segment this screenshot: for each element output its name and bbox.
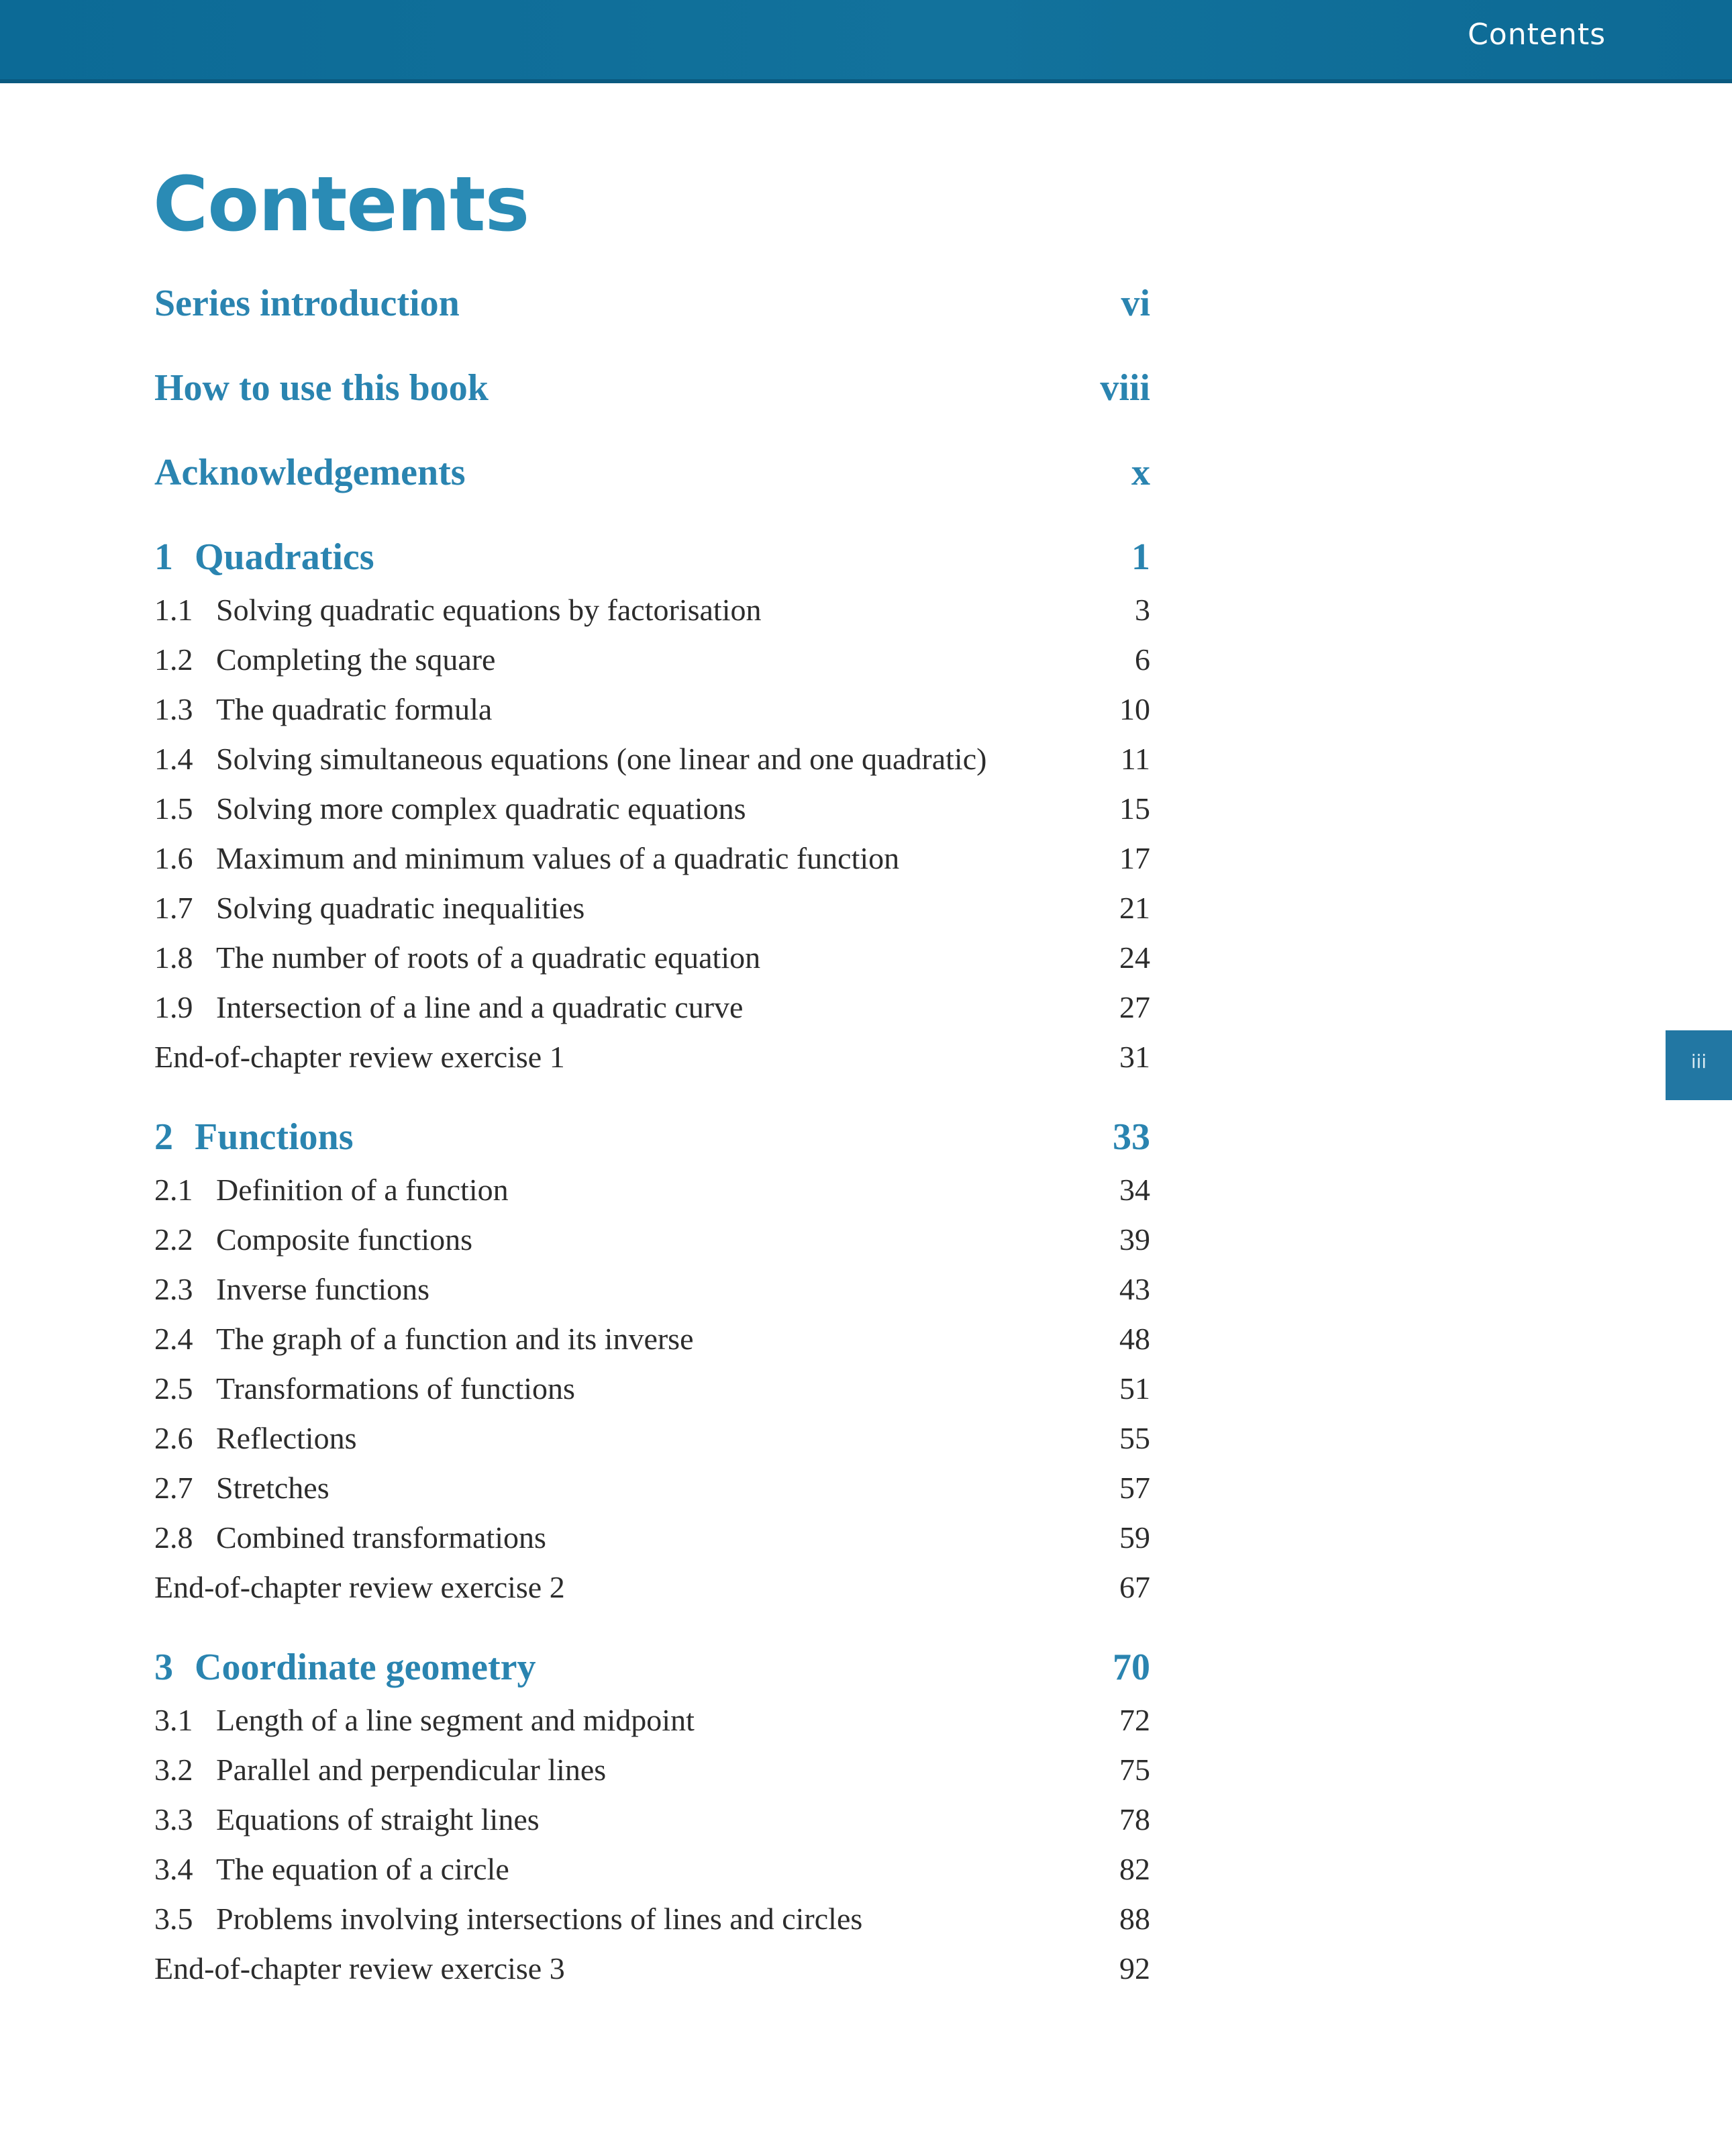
section-page: 3 bbox=[1135, 593, 1150, 627]
section-title: Maximum and minimum values of a quadratic function bbox=[216, 841, 900, 875]
entry-page: vi bbox=[1121, 283, 1150, 324]
section-page: 88 bbox=[1119, 1902, 1150, 1936]
section-number: 3.3 bbox=[154, 1802, 193, 1836]
section-page: 55 bbox=[1119, 1421, 1150, 1455]
section-page: 57 bbox=[1119, 1471, 1150, 1505]
page-title: Contents bbox=[153, 161, 529, 248]
review-label: End-of-chapter review exercise 3 bbox=[154, 1951, 565, 1986]
chapter-title: Quadratics bbox=[195, 536, 374, 578]
review-page: 67 bbox=[1119, 1570, 1150, 1604]
toc-section-1-3[interactable] bbox=[154, 691, 1150, 736]
section-page: 43 bbox=[1119, 1272, 1150, 1306]
toc-chapter-1[interactable] bbox=[154, 536, 1150, 580]
section-number: 2.6 bbox=[154, 1421, 193, 1455]
toc-section-2-1[interactable] bbox=[154, 1172, 1150, 1216]
section-title: Equations of straight lines bbox=[216, 1802, 540, 1836]
toc-section-2-6[interactable] bbox=[154, 1420, 1150, 1465]
section-title: Combined transformations bbox=[216, 1520, 546, 1555]
toc-section-2-7[interactable] bbox=[154, 1470, 1150, 1514]
section-title: Solving simultaneous equations (one linear and one quadratic) bbox=[216, 742, 987, 776]
entry-page: x bbox=[1131, 452, 1150, 493]
section-title: Transformations of functions bbox=[216, 1371, 575, 1406]
review-page: 31 bbox=[1119, 1040, 1150, 1074]
toc-entry-series-introduction[interactable] bbox=[154, 282, 1150, 326]
review-label: End-of-chapter review exercise 2 bbox=[154, 1570, 565, 1604]
section-page: 75 bbox=[1119, 1753, 1150, 1787]
entry-label: Acknowledgements bbox=[154, 452, 466, 493]
section-title: Completing the square bbox=[216, 642, 496, 677]
section-title: Intersection of a line and a quadratic curve bbox=[216, 990, 744, 1024]
review-page: 92 bbox=[1119, 1951, 1150, 1986]
entry-label: How to use this book bbox=[154, 367, 489, 409]
section-page: 27 bbox=[1119, 990, 1150, 1024]
section-number: 1.6 bbox=[154, 841, 193, 875]
toc-chapter-2[interactable] bbox=[154, 1116, 1150, 1160]
chapter-title: Coordinate geometry bbox=[195, 1647, 536, 1688]
section-page: 15 bbox=[1119, 791, 1150, 826]
section-number: 3.5 bbox=[154, 1902, 193, 1936]
toc-section-1-8[interactable] bbox=[154, 940, 1150, 984]
section-title: Inverse functions bbox=[216, 1272, 430, 1306]
review-label: End-of-chapter review exercise 1 bbox=[154, 1040, 565, 1074]
section-number: 1.5 bbox=[154, 791, 193, 826]
section-page: 82 bbox=[1119, 1852, 1150, 1886]
page-number: iii bbox=[1690, 1050, 1707, 1073]
section-number: 1.7 bbox=[154, 891, 193, 925]
chapter-page: 1 bbox=[1131, 536, 1150, 578]
toc-section-1-9[interactable] bbox=[154, 989, 1150, 1034]
section-page: 24 bbox=[1119, 940, 1150, 975]
toc-section-2-2[interactable] bbox=[154, 1222, 1150, 1266]
section-page: 17 bbox=[1119, 841, 1150, 875]
toc-section-3-2[interactable] bbox=[154, 1752, 1150, 1796]
running-head: Contents bbox=[1468, 17, 1606, 52]
section-page: 51 bbox=[1119, 1371, 1150, 1406]
section-title: Stretches bbox=[216, 1471, 329, 1505]
toc-section-2-3[interactable] bbox=[154, 1271, 1150, 1316]
chapter-page: 70 bbox=[1113, 1647, 1150, 1688]
section-page: 48 bbox=[1119, 1322, 1150, 1356]
section-page: 6 bbox=[1135, 642, 1150, 677]
toc-review-exercise-2[interactable] bbox=[154, 1569, 1150, 1614]
section-title: The equation of a circle bbox=[216, 1852, 509, 1886]
toc-section-3-4[interactable] bbox=[154, 1851, 1150, 1896]
section-number: 2.7 bbox=[154, 1471, 193, 1505]
entry-page: viii bbox=[1100, 367, 1150, 409]
section-number: 3.2 bbox=[154, 1753, 193, 1787]
section-page: 78 bbox=[1119, 1802, 1150, 1836]
toc-section-1-1[interactable] bbox=[154, 592, 1150, 636]
section-title: Solving quadratic equations by factorisation bbox=[216, 593, 762, 627]
section-number: 3.4 bbox=[154, 1852, 193, 1886]
section-page: 72 bbox=[1119, 1703, 1150, 1737]
toc-section-2-5[interactable] bbox=[154, 1371, 1150, 1415]
section-page: 34 bbox=[1119, 1173, 1150, 1207]
section-title: The graph of a function and its inverse bbox=[216, 1322, 694, 1356]
header-bar bbox=[0, 0, 1732, 83]
section-number: 3.1 bbox=[154, 1703, 193, 1737]
section-number: 2.4 bbox=[154, 1322, 193, 1356]
section-page: 39 bbox=[1119, 1222, 1150, 1257]
section-number: 1.1 bbox=[154, 593, 193, 627]
section-title: Parallel and perpendicular lines bbox=[216, 1753, 607, 1787]
section-number: 2.1 bbox=[154, 1173, 193, 1207]
section-title: Problems involving intersections of lines and circles bbox=[216, 1902, 863, 1936]
section-title: Length of a line segment and midpoint bbox=[216, 1703, 695, 1737]
toc-section-2-8[interactable] bbox=[154, 1520, 1150, 1564]
section-number: 1.9 bbox=[154, 990, 193, 1024]
section-number: 2.8 bbox=[154, 1520, 193, 1555]
section-title: Reflections bbox=[216, 1421, 357, 1455]
section-number: 2.2 bbox=[154, 1222, 193, 1257]
section-title: Solving more complex quadratic equations bbox=[216, 791, 746, 826]
chapter-number: 1 bbox=[154, 536, 173, 578]
toc-section-1-5[interactable] bbox=[154, 791, 1150, 835]
section-number: 2.3 bbox=[154, 1272, 193, 1306]
section-title: Composite functions bbox=[216, 1222, 473, 1257]
toc-section-1-2[interactable] bbox=[154, 642, 1150, 686]
entry-label: Series introduction bbox=[154, 283, 460, 324]
toc-section-3-3[interactable] bbox=[154, 1802, 1150, 1846]
section-number: 1.2 bbox=[154, 642, 193, 677]
section-number: 1.3 bbox=[154, 692, 193, 726]
toc-section-1-6[interactable] bbox=[154, 840, 1150, 885]
toc-section-3-5[interactable] bbox=[154, 1901, 1150, 1945]
section-title: Definition of a function bbox=[216, 1173, 509, 1207]
toc-chapter-3[interactable] bbox=[154, 1646, 1150, 1690]
toc-entry-how-to-use-this-book[interactable] bbox=[154, 366, 1150, 411]
section-page: 10 bbox=[1119, 692, 1150, 726]
toc-section-1-7[interactable] bbox=[154, 890, 1150, 934]
section-page: 59 bbox=[1119, 1520, 1150, 1555]
chapter-page: 33 bbox=[1113, 1116, 1150, 1158]
toc-review-exercise-1[interactable] bbox=[154, 1039, 1150, 1083]
chapter-number: 3 bbox=[154, 1647, 173, 1688]
page-number-tab bbox=[1666, 1030, 1732, 1100]
section-title: The quadratic formula bbox=[216, 692, 493, 726]
chapter-number: 2 bbox=[154, 1116, 173, 1158]
section-number: 1.4 bbox=[154, 742, 193, 776]
toc-review-exercise-3[interactable] bbox=[154, 1951, 1150, 1995]
section-title: Solving quadratic inequalities bbox=[216, 891, 585, 925]
section-number: 1.8 bbox=[154, 940, 193, 975]
toc-entry-acknowledgements[interactable] bbox=[154, 451, 1150, 495]
toc-section-1-4[interactable] bbox=[154, 741, 1150, 785]
section-number: 2.5 bbox=[154, 1371, 193, 1406]
toc-section-3-1[interactable] bbox=[154, 1702, 1150, 1747]
toc-section-2-4[interactable] bbox=[154, 1321, 1150, 1365]
chapter-title: Functions bbox=[195, 1116, 354, 1158]
section-page: 21 bbox=[1119, 891, 1150, 925]
section-page: 11 bbox=[1120, 742, 1150, 776]
section-title: The number of roots of a quadratic equation bbox=[216, 940, 761, 975]
